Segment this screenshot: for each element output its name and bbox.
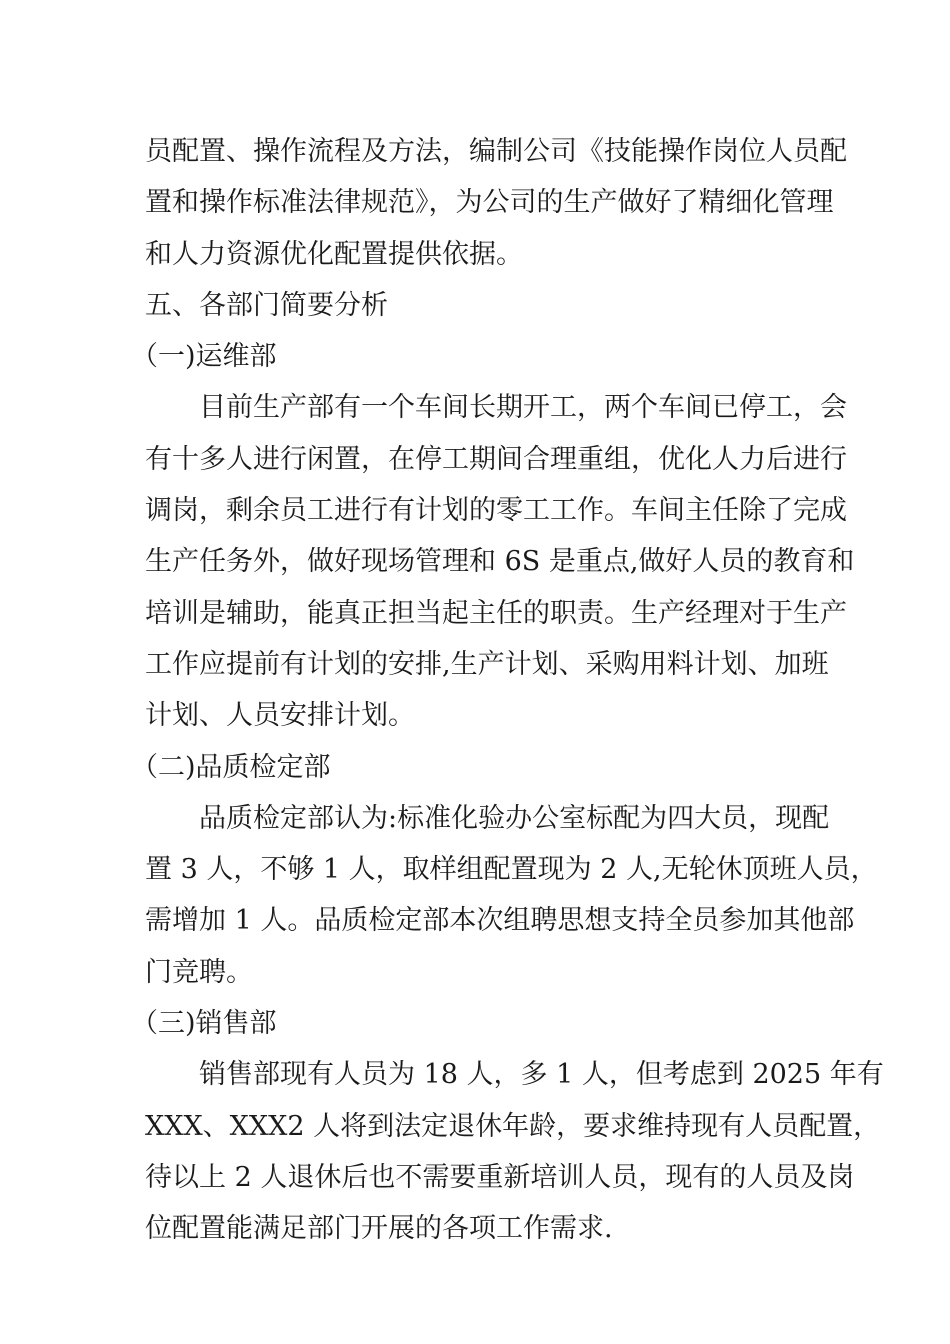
text-line: 调岗，剩余员工进行有计划的零工工作。车间主任除了完成 bbox=[145, 495, 847, 527]
text-line: 销售部现有人员为 18 人，多 1 人，但考虑到 2025 年有 bbox=[199, 1059, 884, 1091]
text-line: XXX、XXX2 人将到法定退休年龄，要求维持现有人员配置， bbox=[145, 1110, 881, 1142]
text-line: 待以上 2 人退休后也不需要重新培训人员，现有的人员及岗 bbox=[145, 1161, 855, 1193]
text-line: 置 3 人，不够 1 人，取样组配置现为 2 人,无轮休顶班人员， bbox=[145, 854, 878, 886]
text-line: 门竞聘。 bbox=[145, 956, 253, 988]
text-line: 和人力资源优化配置提供依据。 bbox=[145, 238, 523, 270]
text-line: 培训是辅助，能真正担当起主任的职责。生产经理对于生产 bbox=[145, 597, 847, 629]
text-line: 置和操作标准法律规范》，为公司的生产做好了精细化管理 bbox=[145, 187, 834, 219]
text-line: 需增加 1 人。品质检定部本次组聘思想支持全员参加其他部 bbox=[145, 905, 855, 937]
paragraph-ops bbox=[145, 382, 855, 741]
text-line: 员配置、操作流程及方法，编制公司《技能操作岗位人员配 bbox=[145, 136, 847, 167]
document-page bbox=[131, 126, 884, 1255]
paragraph-sales bbox=[145, 1049, 884, 1254]
paragraph-quality bbox=[145, 793, 878, 998]
text-line: 位配置能满足部门开展的各项工作需求. bbox=[145, 1213, 613, 1245]
text-line: 计划、人员安排计划。 bbox=[145, 700, 415, 732]
text-line: 生产任务外，做好现场管理和 6S 是重点,做好人员的教育和 bbox=[145, 546, 855, 578]
text-line: 目前生产部有一个车间长期开工，两个车间已停工，会 bbox=[199, 392, 847, 424]
paragraph-continued bbox=[145, 126, 847, 280]
section-heading: 五、各部门简要分析 bbox=[145, 289, 388, 321]
text-line: 工作应提前有计划的安排,生产计划、采购用料计划、加班 bbox=[145, 648, 829, 680]
text-line: 品质检定部认为:标准化验办公室标配为四大员，现配 bbox=[199, 802, 830, 834]
text-line: 有十多人进行闲置，在停工期间合理重组，优化人力后进行 bbox=[145, 443, 847, 475]
subsection-heading-sales: （三)销售部 bbox=[131, 1008, 277, 1040]
subsection-heading-ops: （一)运维部 bbox=[131, 341, 277, 373]
subsection-heading-quality: （二)品质检定部 bbox=[131, 751, 331, 783]
